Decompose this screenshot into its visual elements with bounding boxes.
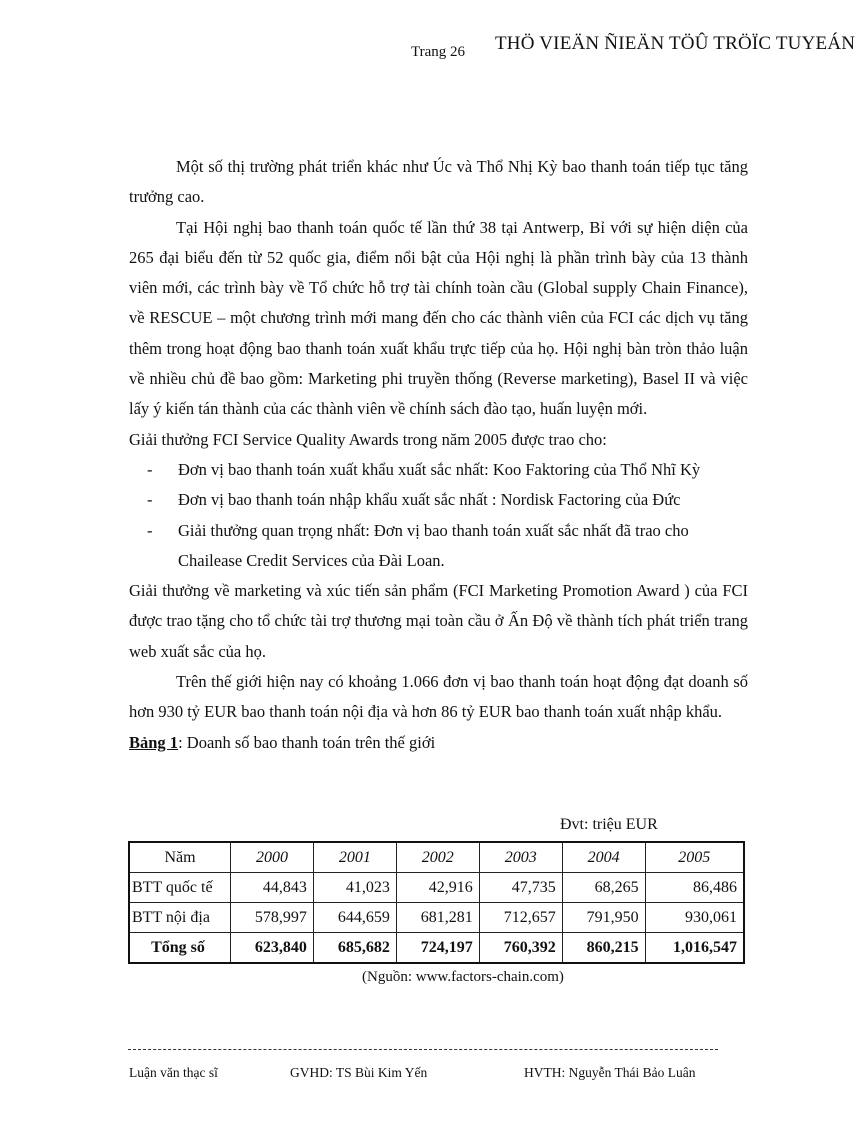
site-title: THÖ VIEÄN ÑIEÄN TÖÛ TRÖÏC TUYEÁN (495, 33, 855, 54)
table-cell: 644,659 (313, 903, 396, 933)
footer-divider (128, 1049, 718, 1050)
header-cell-year: 2000 (231, 842, 314, 873)
list-item (129, 455, 748, 485)
paragraph-4: Giải thưởng về marketing và xúc tiến sản phẩm (FCI Marketing Promotion Award ) của FCI được trao tặng cho tổ chức tài trợ thương mại toàn cầu ở Ấn Độ về thành tích phát triển trang web xuất sắc của họ. (129, 581, 748, 661)
list-item-continuation: Chailease Credit Services của Đài Loan. (178, 550, 445, 570)
table-unit: Đvt: triệu EUR (560, 816, 658, 833)
footer-supervisor: GVHD: TS Bùi Kim Yến (290, 1065, 428, 1080)
table-cell: 44,843 (231, 873, 314, 903)
table-cell: 791,950 (562, 903, 645, 933)
footer-author: HVTH: Nguyễn Thái Bảo Luân (524, 1065, 696, 1080)
table-row-total (129, 933, 744, 964)
table-source: (Nguồn: www.factors-chain.com) (362, 969, 564, 985)
list-item (129, 516, 748, 546)
table-cell: 41,023 (313, 873, 396, 903)
paragraph-2: Tại Hội nghị bao thanh toán quốc tế lần thứ 38 tại Antwerp, Bỉ với sự hiện diện của 265 đại biểu đến từ 52 quốc gia, điểm nổi bật của Hội nghị là phần trình bày của 13 thành viên mới, các trình bày về Tổ chức hỗ trợ tài chính toàn cầu (Global supply Chain Finance), về RESCUE – một chương trình mới mang đến cho các thành viên của FCI các dịch vụ tăng thêm trong hoạt động bao thanh toán xuất khẩu trực tiếp của họ. Hội nghị bàn tròn thảo luận về nhiều chủ đề bao gồm: Marketing phi truyền thống (Reverse marketing), Basel II và việc lấy ý kiến tán thành của các thành viên về chính sách đào tạo, huấn luyện mới. (129, 217, 748, 419)
table-row (129, 903, 744, 933)
footer-thesis-label: Luận văn thạc sĩ (129, 1065, 218, 1080)
paragraph-3: Giải thưởng FCI Service Quality Awards trong năm 2005 được trao cho: (129, 429, 607, 449)
page-number: Trang 26 (411, 44, 466, 60)
table-cell: 724,197 (396, 933, 479, 964)
body-text (129, 152, 748, 758)
table-cell: 68,265 (562, 873, 645, 903)
table-cell: 930,061 (645, 903, 744, 933)
table-cell: 623,840 (231, 933, 314, 964)
table-row (129, 873, 744, 903)
table-cell: 685,682 (313, 933, 396, 964)
header-cell-label: Năm (129, 842, 231, 873)
bullet-dash: - (147, 459, 153, 479)
table-header-row (129, 842, 744, 873)
header-cell-year: 2004 (562, 842, 645, 873)
table-cell: 860,215 (562, 933, 645, 964)
table-cell: 86,486 (645, 873, 744, 903)
table-cell: 760,392 (479, 933, 562, 964)
list-item (129, 485, 748, 515)
revenue-table (128, 841, 745, 964)
table-cell: 712,657 (479, 903, 562, 933)
header-cell-year: 2005 (645, 842, 744, 873)
header-cell-year: 2002 (396, 842, 479, 873)
list-item-text: Đơn vị bao thanh toán nhập khẩu xuất sắc nhất : Nordisk Factoring của Đức (178, 490, 681, 510)
table-caption (129, 728, 748, 758)
table-cell: 1,016,547 (645, 933, 744, 964)
table-caption-text: : Doanh số bao thanh toán trên thế giới (178, 732, 436, 752)
header-cell-year: 2001 (313, 842, 396, 873)
bullet-dash: - (147, 520, 153, 540)
row-label: BTT quốc tế (129, 873, 231, 903)
list-item-text: Giải thưởng quan trọng nhất: Đơn vị bao thanh toán xuất sắc nhất đã trao cho (178, 520, 689, 540)
paragraph-5: Trên thế giới hiện nay có khoảng 1.066 đơn vị bao thanh toán hoạt động đạt doanh số hơn 930 tỷ EUR bao thanh toán nội địa và hơn 86 tỷ EUR bao thanh toán xuất nhập khẩu. (129, 672, 748, 722)
row-label: Tổng số (129, 933, 231, 964)
table-cell: 42,916 (396, 873, 479, 903)
table-cell: 578,997 (231, 903, 314, 933)
table-cell: 47,735 (479, 873, 562, 903)
table-caption-label: Bảng 1 (129, 732, 179, 752)
bullet-dash: - (147, 490, 153, 510)
list-item-text: Đơn vị bao thanh toán xuất khẩu xuất sắc nhất: Koo Faktoring của Thổ Nhĩ Kỳ (178, 459, 701, 479)
table-cell: 681,281 (396, 903, 479, 933)
row-label: BTT nội địa (129, 903, 231, 933)
paragraph-1: Một số thị trường phát triển khác như Úc và Thổ Nhị Kỳ bao thanh toán tiếp tục tăng trưởng cao. (129, 157, 748, 207)
header-cell-year: 2003 (479, 842, 562, 873)
